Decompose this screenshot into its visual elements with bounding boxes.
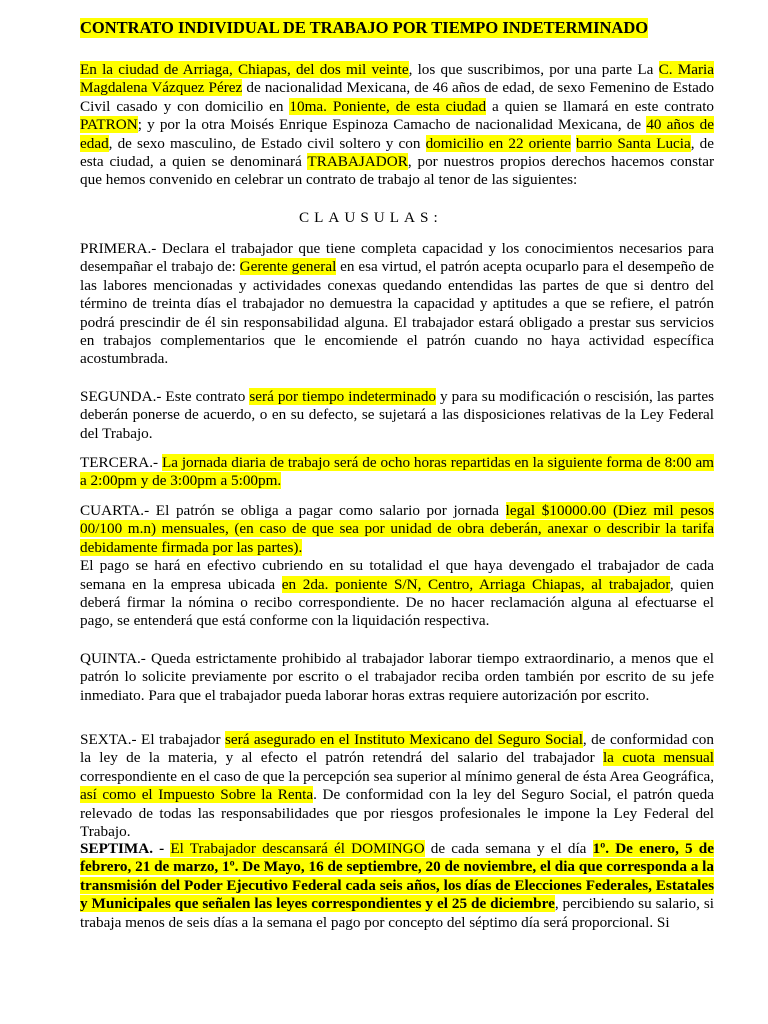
work-schedule: La jornada diaria de trabajo será de ocho horas repartidas en la siguiente forma de 8:00 am a 2:00pm y de 3:00pm a 5:00pm. <box>80 454 715 490</box>
employee-neighborhood: barrio Santa Lucia <box>575 134 691 152</box>
clausulas-heading: CLAUSULAS: <box>299 209 443 226</box>
clause-septima: SEPTIMA. - El Trabajador descansará él DOMINGO de cada semana y el día 1º. De enero, 5 de febrero, 21 de marzo, 1º. De Mayo, 16 de septiembre, 20 de noviembre, el dia que corresponda a la transmisión del Poder Ejecutivo Federal cada seis años, los días de Elecciones Federales, Estatales y Municipales que señalen las leyes correspondientes y el 25 de diciembre, percibiendo su salario, si trabaja menos de seis días a la semana el pago por concepto del séptimo día será proporcional. Si <box>80 840 714 931</box>
clause-segunda: SEGUNDA.- Este contrato será por tiempo indeterminado y para su modificación o rescisión, las partes deberán ponerse de acuerdo, o en su defecto, se sujetará a las disposiciones relativas de la Ley Federal del Trabajo. <box>80 388 714 442</box>
job-position: Gerente general <box>239 258 337 276</box>
clause-primera: PRIMERA.- Declara el trabajador que tiene completa capacidad y los conocimientos necesarios para desempañar el trabajo de: Gerente general en esa virtud, el patrón acepta ocuparlo para el desempeño de las labores mencionadas y actividades conexas quedando entendidas las partes de que si dentro del término de treinta días el trabajador no demuestra la capacidad y aptitudes a que se refiere, el patrón podrá prescindir de él sin responsabilidad alguna. El trabajador estará obligado a prestar sus servicios en trabajos complementarios que le encomiende el patrón cuando no haya actividad específica acostumbrada. <box>80 240 715 368</box>
social-security: será asegurado en el Instituto Mexicano del Seguro Social <box>225 731 583 748</box>
income-tax: así como el Impuesto Sobre la Renta <box>80 786 314 804</box>
clause-cuarta: CUARTA.- El patrón se obliga a pagar como salario por jornada legal $10000.00 (Diez mil pesos 00/100 m.n) mensuales, (en caso de que sea por unidad de obra deberán, anexar o describir la tarifa debidamente firmada por las partes). El pago se hará en efectivo cubriendo en su totalidad el que haya devengado el trabajador de cada semana en la empresa ubicada en 2da. poniente S/N, Centro, Arriaga Chiapas, al trabajador, quien deberá firmar la nómina o recibo correspondiente. De no hacer reclamación alguna al efectuarse el pago, se entenderá que está conforme con la liquidación respectiva. <box>80 502 714 630</box>
employee-role: TRABAJADOR <box>307 153 408 171</box>
employee-address: domicilio en 22 oriente <box>425 134 571 152</box>
payment-location: en 2da. poniente S/N, Centro, Arriaga Chiapas, al trabajador <box>281 575 670 593</box>
intro-location-date: En la ciudad de Arriaga, Chiapas, del dos mil veinte <box>80 61 409 78</box>
contract-term: será por tiempo indeterminado <box>249 388 437 405</box>
employee-age: 40 años de edad <box>80 116 714 152</box>
clause-sexta: SEXTA.- El trabajador será asegurado en el Instituto Mexicano del Seguro Social, de conformidad con la ley de la materia, y al efecto el patrón retendrá del salario del trabajador la cuota mensual correspondiente en el caso de que la percepción sea superior al mínimo general de ésta Area Geográfica, así como el Impuesto Sobre la Renta. De conformidad con la ley del Seguro Social, el patrón queda relevado de todas las responsabilidades que por riesgos profesionales le impone la Ley Federal del Trabajo. <box>80 731 714 841</box>
holidays: 1º. De enero, 5 de febrero, 21 de marzo, 1º. De Mayo, 16 de septiembre, 20 de noviembre, el dia que corresponda a la transmisión del Poder Ejecutivo Federal cada seis años, los días de Elecciones Federales, Estatales y Municipales que señalen las leyes correspondientes y el 25 de diciembre <box>80 840 714 913</box>
clause-quinta: QUINTA.- Queda estrictamente prohibido al trabajador laborar tiempo extraordinario, a menos que el patrón lo solicite previamente por escrito o el trabajador reciba orden también por escrito de su jefe inmediato. Para que el trabajador pueda laborar horas extras requiere autorización por escrito. <box>80 650 714 704</box>
document-title: CONTRATO INDIVIDUAL DE TRABAJO POR TIEMPO INDETERMINADO <box>80 18 649 37</box>
employer-name: C. Maria Magdalena Vázquez Pérez <box>80 61 714 97</box>
monthly-fee: la cuota mensual <box>602 749 714 767</box>
employer-role: PATRON <box>80 116 138 134</box>
intro-paragraph: En la ciudad de Arriaga, Chiapas, del dos mil veinte, los que suscribimos, por una parte La C. Maria Magdalena Vázquez Pérez de nacionalidad Mexicana, de 46 años de edad, de sexo Femenino de Estado Civil casado y con domicilio en 10ma. Poniente, de esta ciudad a quien se llamará en este contrato PATRON; y por la otra Moisés Enrique Espinoza Camacho de nacionalidad Mexicana, de 40 años de edad, de sexo masculino, de Estado civil soltero y con domicilio en 22 oriente barrio Santa Lucia, de esta ciudad, a quien se denominará TRABAJADOR, por nuestros propios derechos hacemos constar que hemos convenido en celebrar un contrato de trabajo al tenor de las siguientes: <box>80 61 715 189</box>
salary: legal $10000.00 (Diez mil pesos 00/100 m.n) mensuales, (en caso de que sea por unidad de obra deberán, anexar o describir la tarifa debidamente firmada por las partes). <box>80 502 714 556</box>
rest-day: El Trabajador descansará él DOMINGO <box>170 840 425 857</box>
employer-address: 10ma. Poniente, de esta ciudad <box>289 97 487 115</box>
clause-tercera: TERCERA.- La jornada diaria de trabajo será de ocho horas repartidas en la siguiente forma de 8:00 am a 2:00pm y de 3:00pm a 5:00pm. <box>80 454 715 490</box>
